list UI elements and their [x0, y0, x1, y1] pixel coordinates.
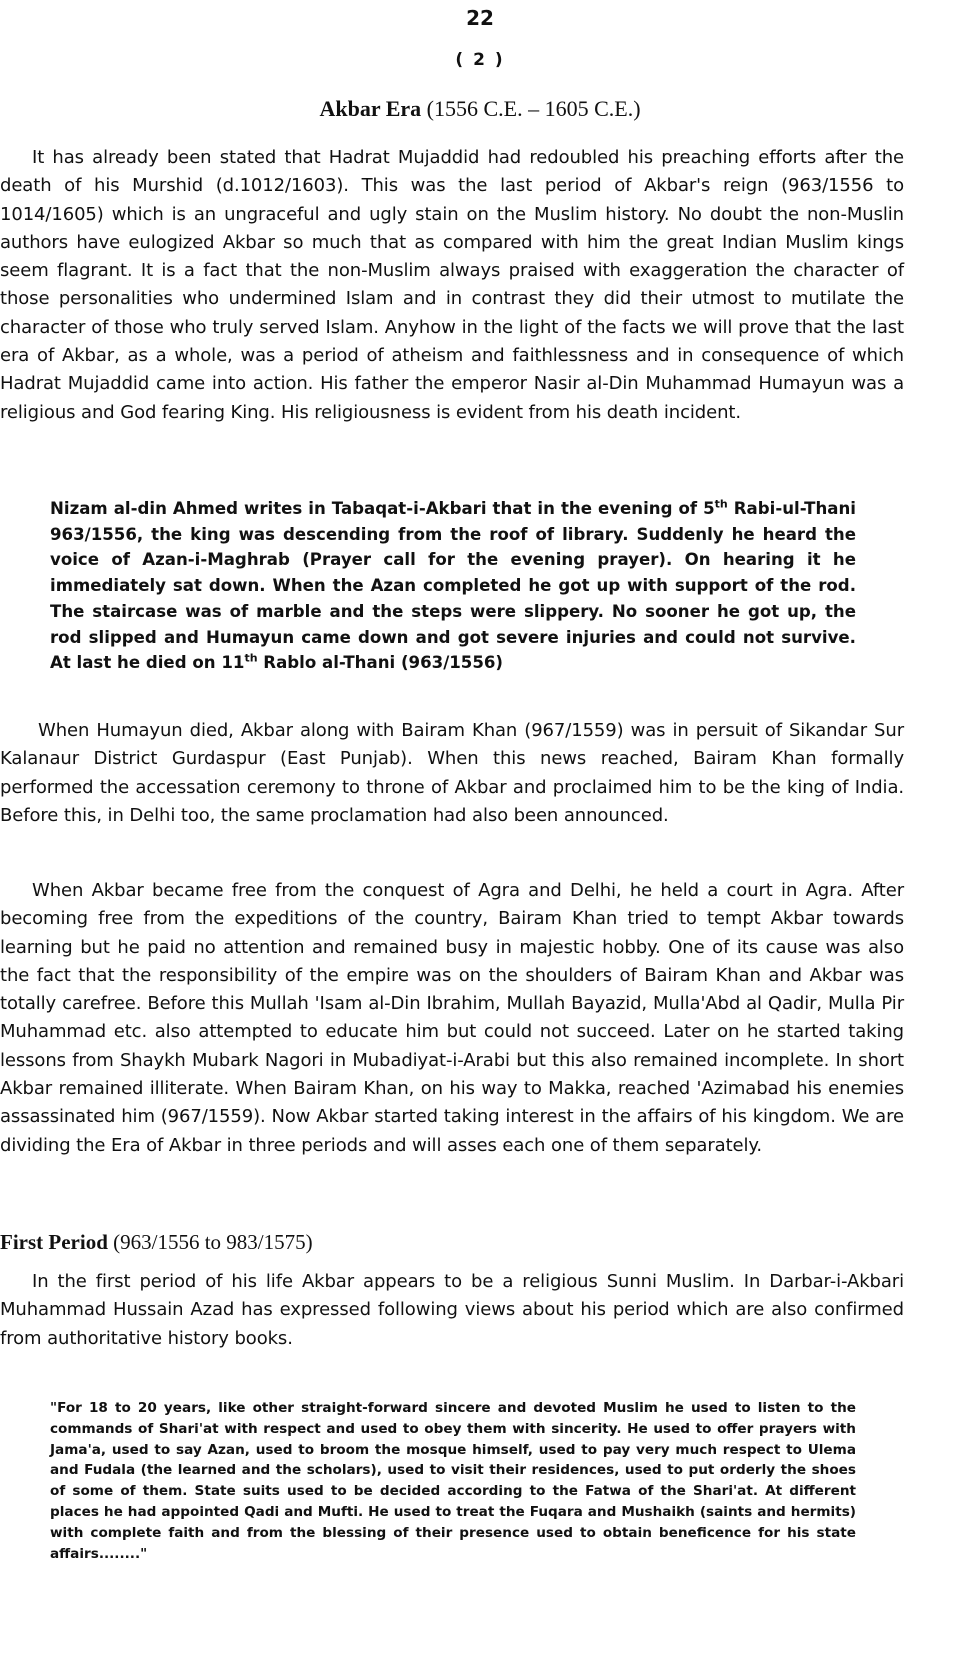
block-quote-humayun-death — [50, 496, 856, 676]
block-quote-darbar-i-akbari: "For 18 to 20 years, like other straight-forward sincere and devoted Muslim he used to listen to the commands of Shari'at with respect and used to obey them with sincerity. He used to offer prayers with Jama'a, used to say Azan, used to broom the mosque himself, used to pay very much respect to Ulema and Fudala (the learned and the scholars), used to visit their residences, used to put orderly the shoes of some of them. State suits used to be decided according to the Fatwa of the Shari'at. At different places he had appointed Qadi and Mufti. He used to treat the Fuqara and Mushaikh (saints and hermits) with complete faith and from the blessing of their presence used to obtain beneficence for his state affairs........" — [50, 1400, 856, 1562]
quote-text-part2: Rabi-ul-Thani 963/1556, the king was descending from the roof of library. Suddenly he heard the voice of Azan-i-Maghrab (Prayer call for the evening prayer). On hearing it he immediately sat down. When the Azan completed he got up with support of the rod. The staircase was of marble and the steps were slippery. No sooner he got up, the rod slipped and Humayun came down and got severe injuries and could not survive. At last he died on 11 — [50, 499, 856, 673]
ordinal-suffix: th — [244, 651, 258, 665]
page-number: 22 — [466, 6, 494, 30]
section-number: ( 2 ) — [455, 50, 505, 70]
chapter-title — [0, 96, 960, 122]
paragraph-intro: It has already been stated that Hadrat Mujaddid had redoubled his preaching efforts after the death of his Murshid (d.1012/1603). This was the last period of Akbar's reign (963/1556 to 1014/1605) which is an ungraceful and ugly stain on the Muslim history. No doubt the non-Muslin authors have eulogized Akbar so much that as compared with him the great Indian Muslim kings seem flagrant. It is a fact that the non-Muslim always praised with exaggeration the character of those personalities who undermined Islam and in contrast they did their utmost to mutilate the character of those who truly served Islam. Anyhow in the light of the facts we will prove that the last era of Akbar, as a whole, was a period of atheism and faithlessness and in consequence of which Hadrat Mujaddid came into action. His father the emperor Nasir al-Din Muhammad Humayun was a religious and God fearing King. His religiousness is evident from his death incident. — [0, 147, 904, 423]
paragraph-humayun-died: When Humayun died, Akbar along with Bairam Khan (967/1559) was in persuit of Sikandar Sur Kalanaur District Gurdaspur (East Punjab). When this news reached, Bairam Khan formally performed the accessation ceremony to throne of Akbar and proclaimed him to be the king of India. Before this, in Delhi too, the same proclamation had also been announced. — [0, 720, 904, 826]
paragraph-akbar-free: When Akbar became free from the conquest of Agra and Delhi, he held a court in Agra. After becoming free from the expeditions of the country, Bairam Khan tried to tempt Akbar towards learning but he paid no attention and remained busy in majestic hobby. One of its cause was also the fact that the responsibility of the empire was on the shoulders of Bairam Khan and Akbar was totally carefree. Before this Mullah 'Isam al-Din Ibrahim, Mullah Bayazid, Mulla'Abd al Qadir, Mulla Pir Muhammad etc. also attempted to educate him but could not succeed. Later on he started taking lessons from Shaykh Mubark Nagori in Mubadiyat-i-Arabi but this also remained incomplete. In short Akbar remained illiterate. When Bairam Khan, on his way to Makka, reached 'Azimabad his enemies assassinated him (967/1559). Now Akbar started taking interest in the affairs of his kingdom. We are dividing the Era of Akbar in three periods and will asses each one of them separately. — [0, 880, 904, 1156]
subheading-label: First Period — [0, 1230, 108, 1254]
ordinal-suffix: th — [714, 497, 728, 511]
quote-text-part3: Rablo al-Thani (963/1556) — [257, 653, 504, 673]
paragraph-first-period: In the first period of his life Akbar appears to be a religious Sunni Muslim. In Darbar-i-Akbari Muhammad Hussain Azad has expressed following views about his period which are also confirmed from authoritative history books. — [0, 1271, 904, 1349]
quote-text-part1: Nizam al-din Ahmed writes in Tabaqat-i-Akbari that in the evening of 5 — [50, 499, 715, 518]
chapter-title-name: Akbar Era — [319, 96, 422, 121]
subheading-dates: (963/1556 to 983/1575) — [113, 1230, 313, 1254]
subheading-first-period — [0, 1230, 313, 1255]
chapter-title-dates: (1556 C.E. – 1605 C.E.) — [426, 96, 641, 121]
